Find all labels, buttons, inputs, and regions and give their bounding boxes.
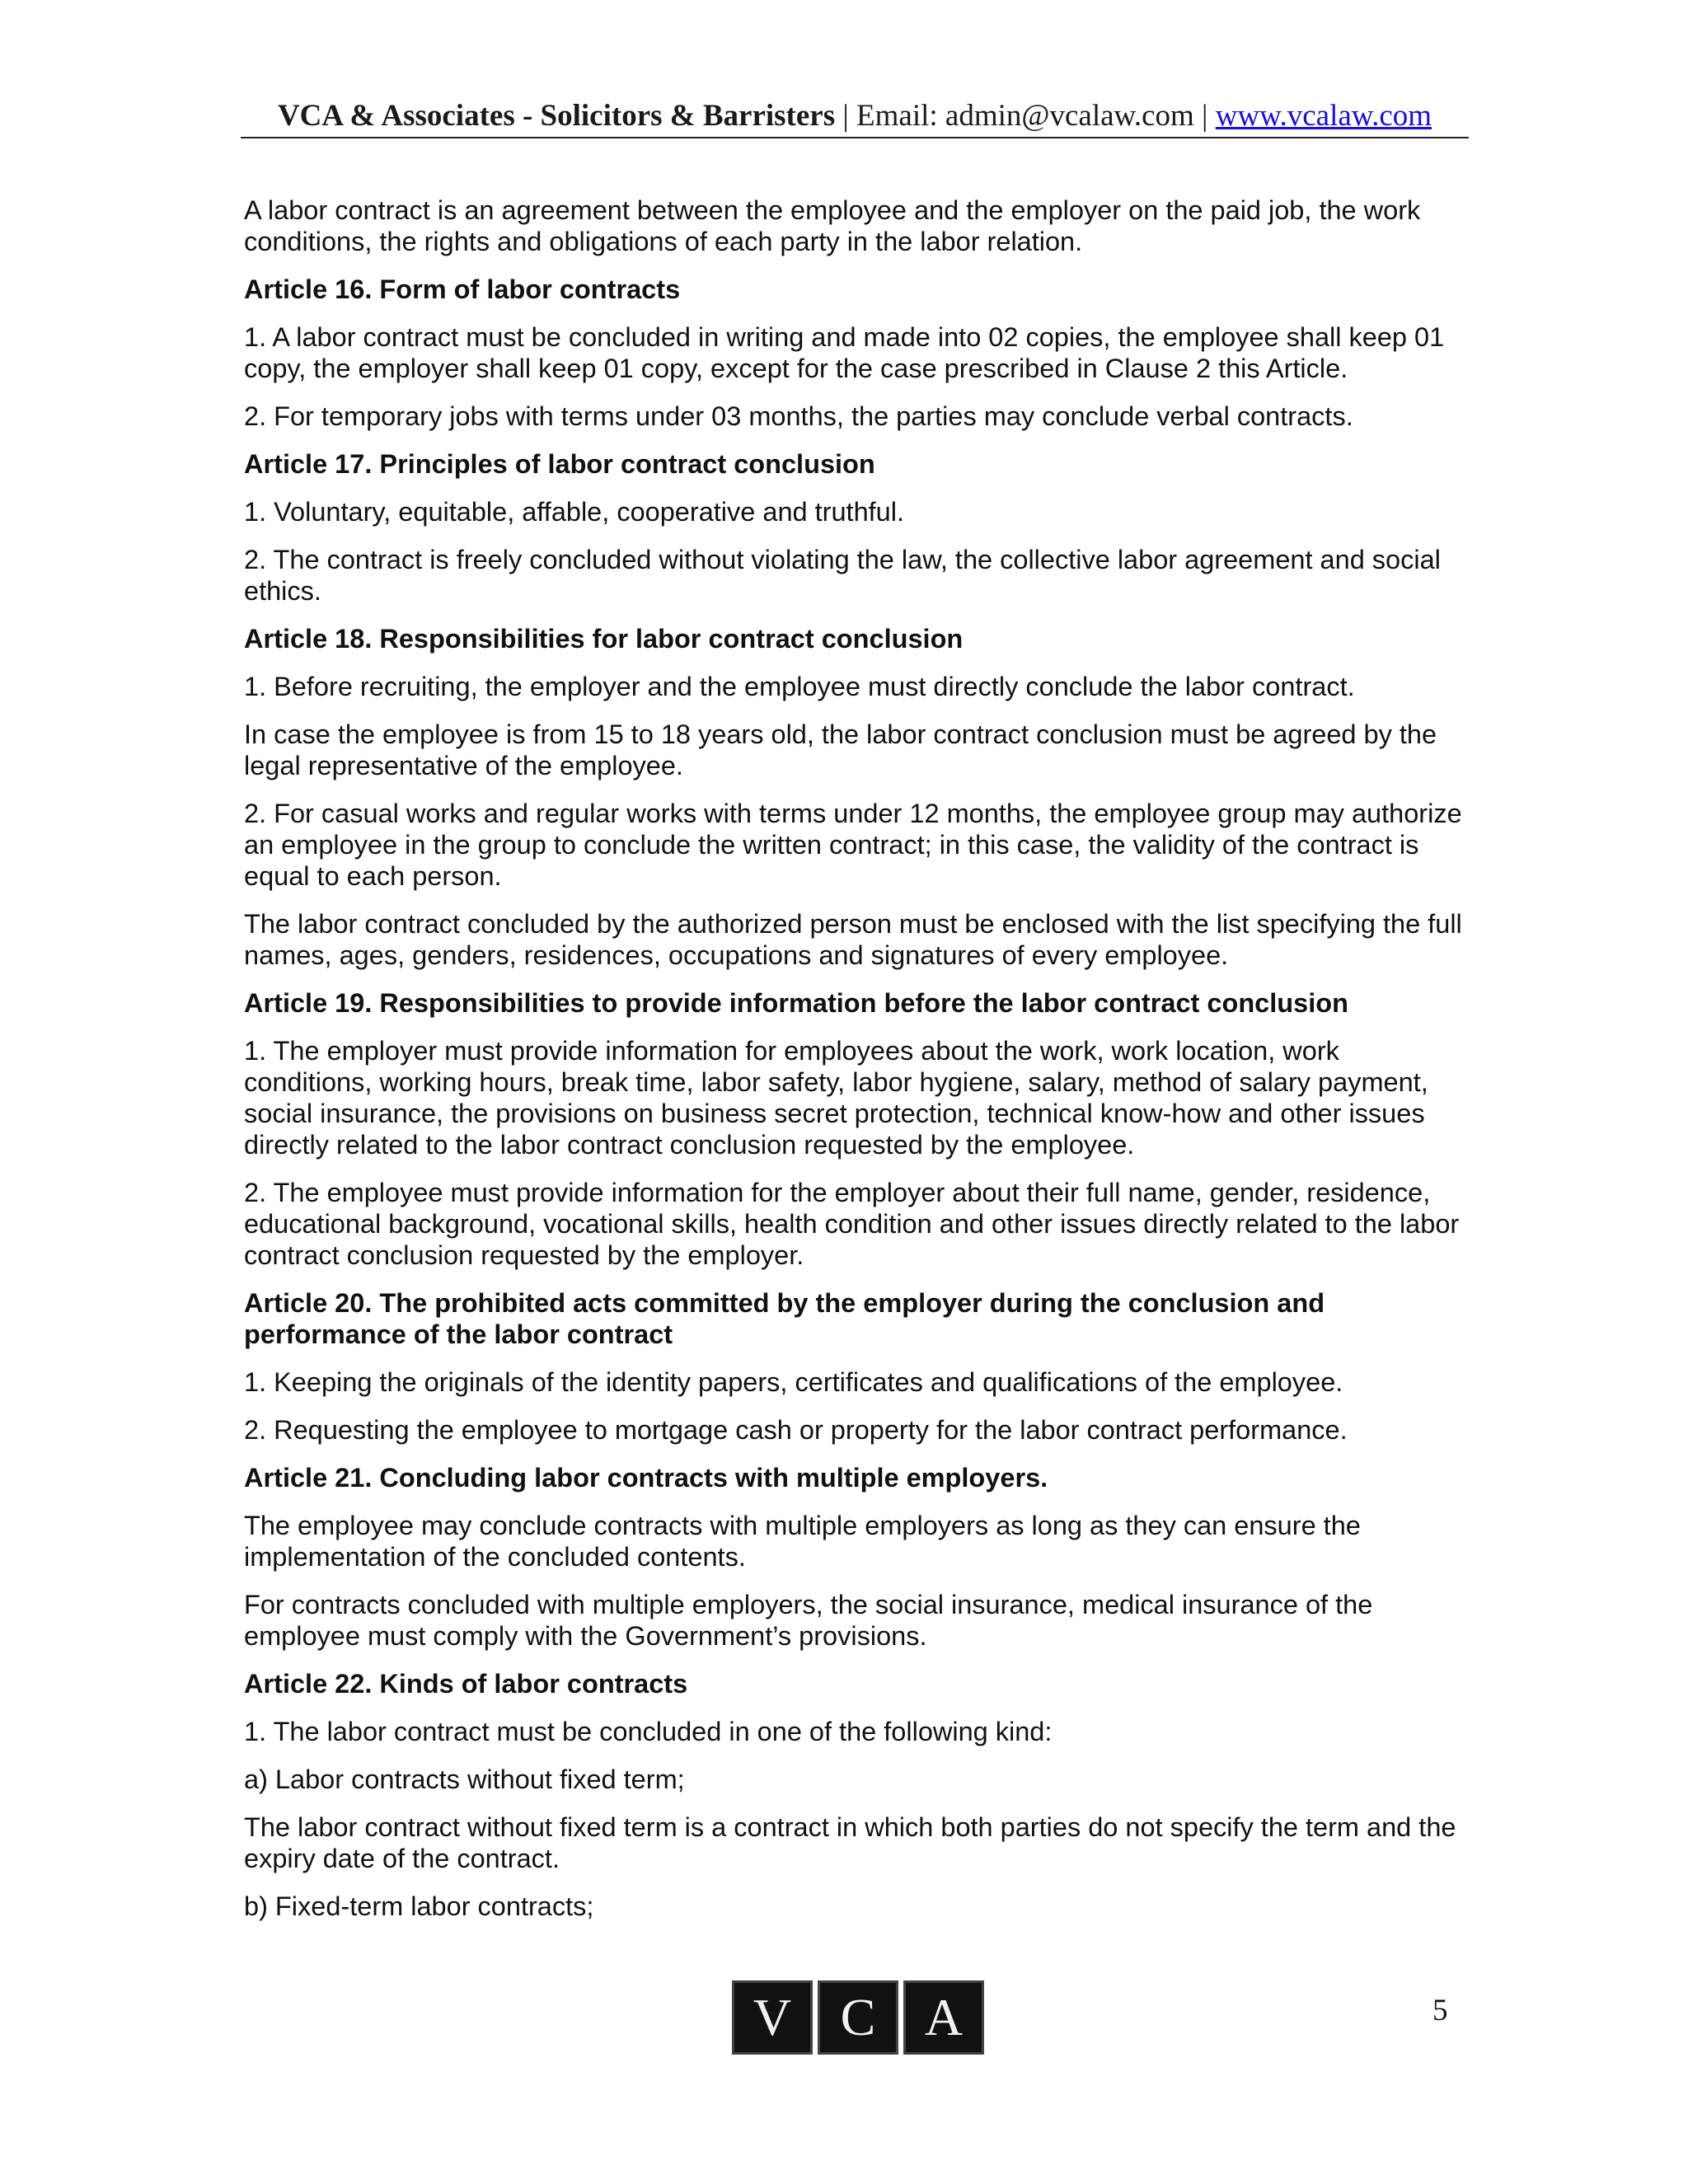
header-separator: |: [835, 99, 857, 133]
article-heading: Article 18. Responsibilities for labor contract conclusion: [244, 624, 964, 654]
document-body: [244, 194, 1472, 1938]
body-paragraph: 2. For casual works and regular works with terms under 12 months, the employee group may authorize an employee in the group to conclude the written contract; in this case, the validity of the contract is equal to each person.: [244, 799, 1462, 891]
body-paragraph: The employee may conclude contracts with multiple employers as long as they can ensure the implementation of the concluded contents.: [244, 1511, 1361, 1572]
article-heading: Article 16. Form of labor contracts: [244, 274, 681, 304]
article-heading: Article 17. Principles of labor contract conclusion: [244, 449, 875, 479]
header-email: Email: admin@vcalaw.com: [856, 99, 1194, 133]
body-paragraph: 2. Requesting the employee to mortgage cash or property for the labor contract performance.: [244, 1415, 1348, 1445]
body-paragraph: A labor contract is an agreement between the employee and the employer on the paid job, the work conditions, the rights and obligations of each party in the labor relation.: [244, 195, 1421, 256]
website-link[interactable]: www.vcalaw.com: [1215, 99, 1432, 133]
body-paragraph: 1. Before recruiting, the employer and the employee must directly conclude the labor contract.: [244, 672, 1355, 701]
vca-logo: [732, 1980, 984, 2055]
article-heading: Article 20. The prohibited acts committed by the employer during the conclusion and performance of the labor contract: [244, 1288, 1325, 1349]
body-paragraph: The labor contract concluded by the authorized person must be enclosed with the list specifying the full names, ages, genders, residences, occupations and signatures of every employee.: [244, 909, 1462, 970]
page-number: 5: [1432, 1994, 1448, 2027]
logo-tile-v: V: [732, 1980, 813, 2055]
body-paragraph: 2. The contract is freely concluded without violating the law, the collective labor agreement and social ethics.: [244, 545, 1441, 606]
firm-name: VCA & Associates - Solicitors & Barristers: [277, 99, 836, 133]
logo-tile-a: A: [903, 1980, 984, 2055]
body-paragraph: In case the employee is from 15 to 18 years old, the labor contract conclusion must be agreed by the legal representative of the employee.: [244, 719, 1437, 780]
article-heading: Article 19. Responsibilities to provide information before the labor contract conclusion: [244, 988, 1348, 1018]
body-paragraph: 1. The employer must provide information for employees about the work, work location, work conditions, working hours, break time, labor safety, labor hygiene, salary, method of salary payment, social insurance, the provisions on business secret protection, technical know-how and other issues directly related to the labor contract conclusion requested by the employee.: [244, 1036, 1428, 1160]
body-paragraph: b) Fixed-term labor contracts;: [244, 1891, 594, 1921]
page-header: [241, 96, 1469, 136]
body-paragraph: a) Labor contracts without fixed term;: [244, 1765, 685, 1794]
header-separator: |: [1193, 99, 1216, 133]
header-divider: [241, 137, 1469, 138]
body-paragraph: For contracts concluded with multiple employers, the social insurance, medical insurance of the employee must comply with the Government’s provisions.: [244, 1590, 1373, 1651]
body-paragraph: 2. The employee must provide information for the employer about their full name, gender, residence, educational background, vocational skills, health condition and other issues directly related to the labor contract conclusion requested by the employer.: [244, 1178, 1460, 1270]
article-heading: Article 22. Kinds of labor contracts: [244, 1669, 688, 1699]
body-paragraph: The labor contract without fixed term is a contract in which both parties do not specify the term and the expiry date of the contract.: [244, 1812, 1456, 1873]
body-paragraph: 1. A labor contract must be concluded in writing and made into 02 copies, the employee shall keep 01 copy, the employer shall keep 01 copy, except for the case prescribed in Clause 2 this Article.: [244, 322, 1445, 383]
body-paragraph: 2. For temporary jobs with terms under 03 months, the parties may conclude verbal contracts.: [244, 401, 1353, 431]
body-paragraph: 1. Keeping the originals of the identity papers, certificates and qualifications of the employee.: [244, 1367, 1343, 1397]
body-paragraph: 1. Voluntary, equitable, affable, cooperative and truthful.: [244, 497, 905, 527]
body-paragraph: 1. The labor contract must be concluded in one of the following kind:: [244, 1717, 1053, 1746]
logo-tile-c: C: [818, 1980, 898, 2055]
article-heading: Article 21. Concluding labor contracts with multiple employers.: [244, 1463, 1048, 1493]
